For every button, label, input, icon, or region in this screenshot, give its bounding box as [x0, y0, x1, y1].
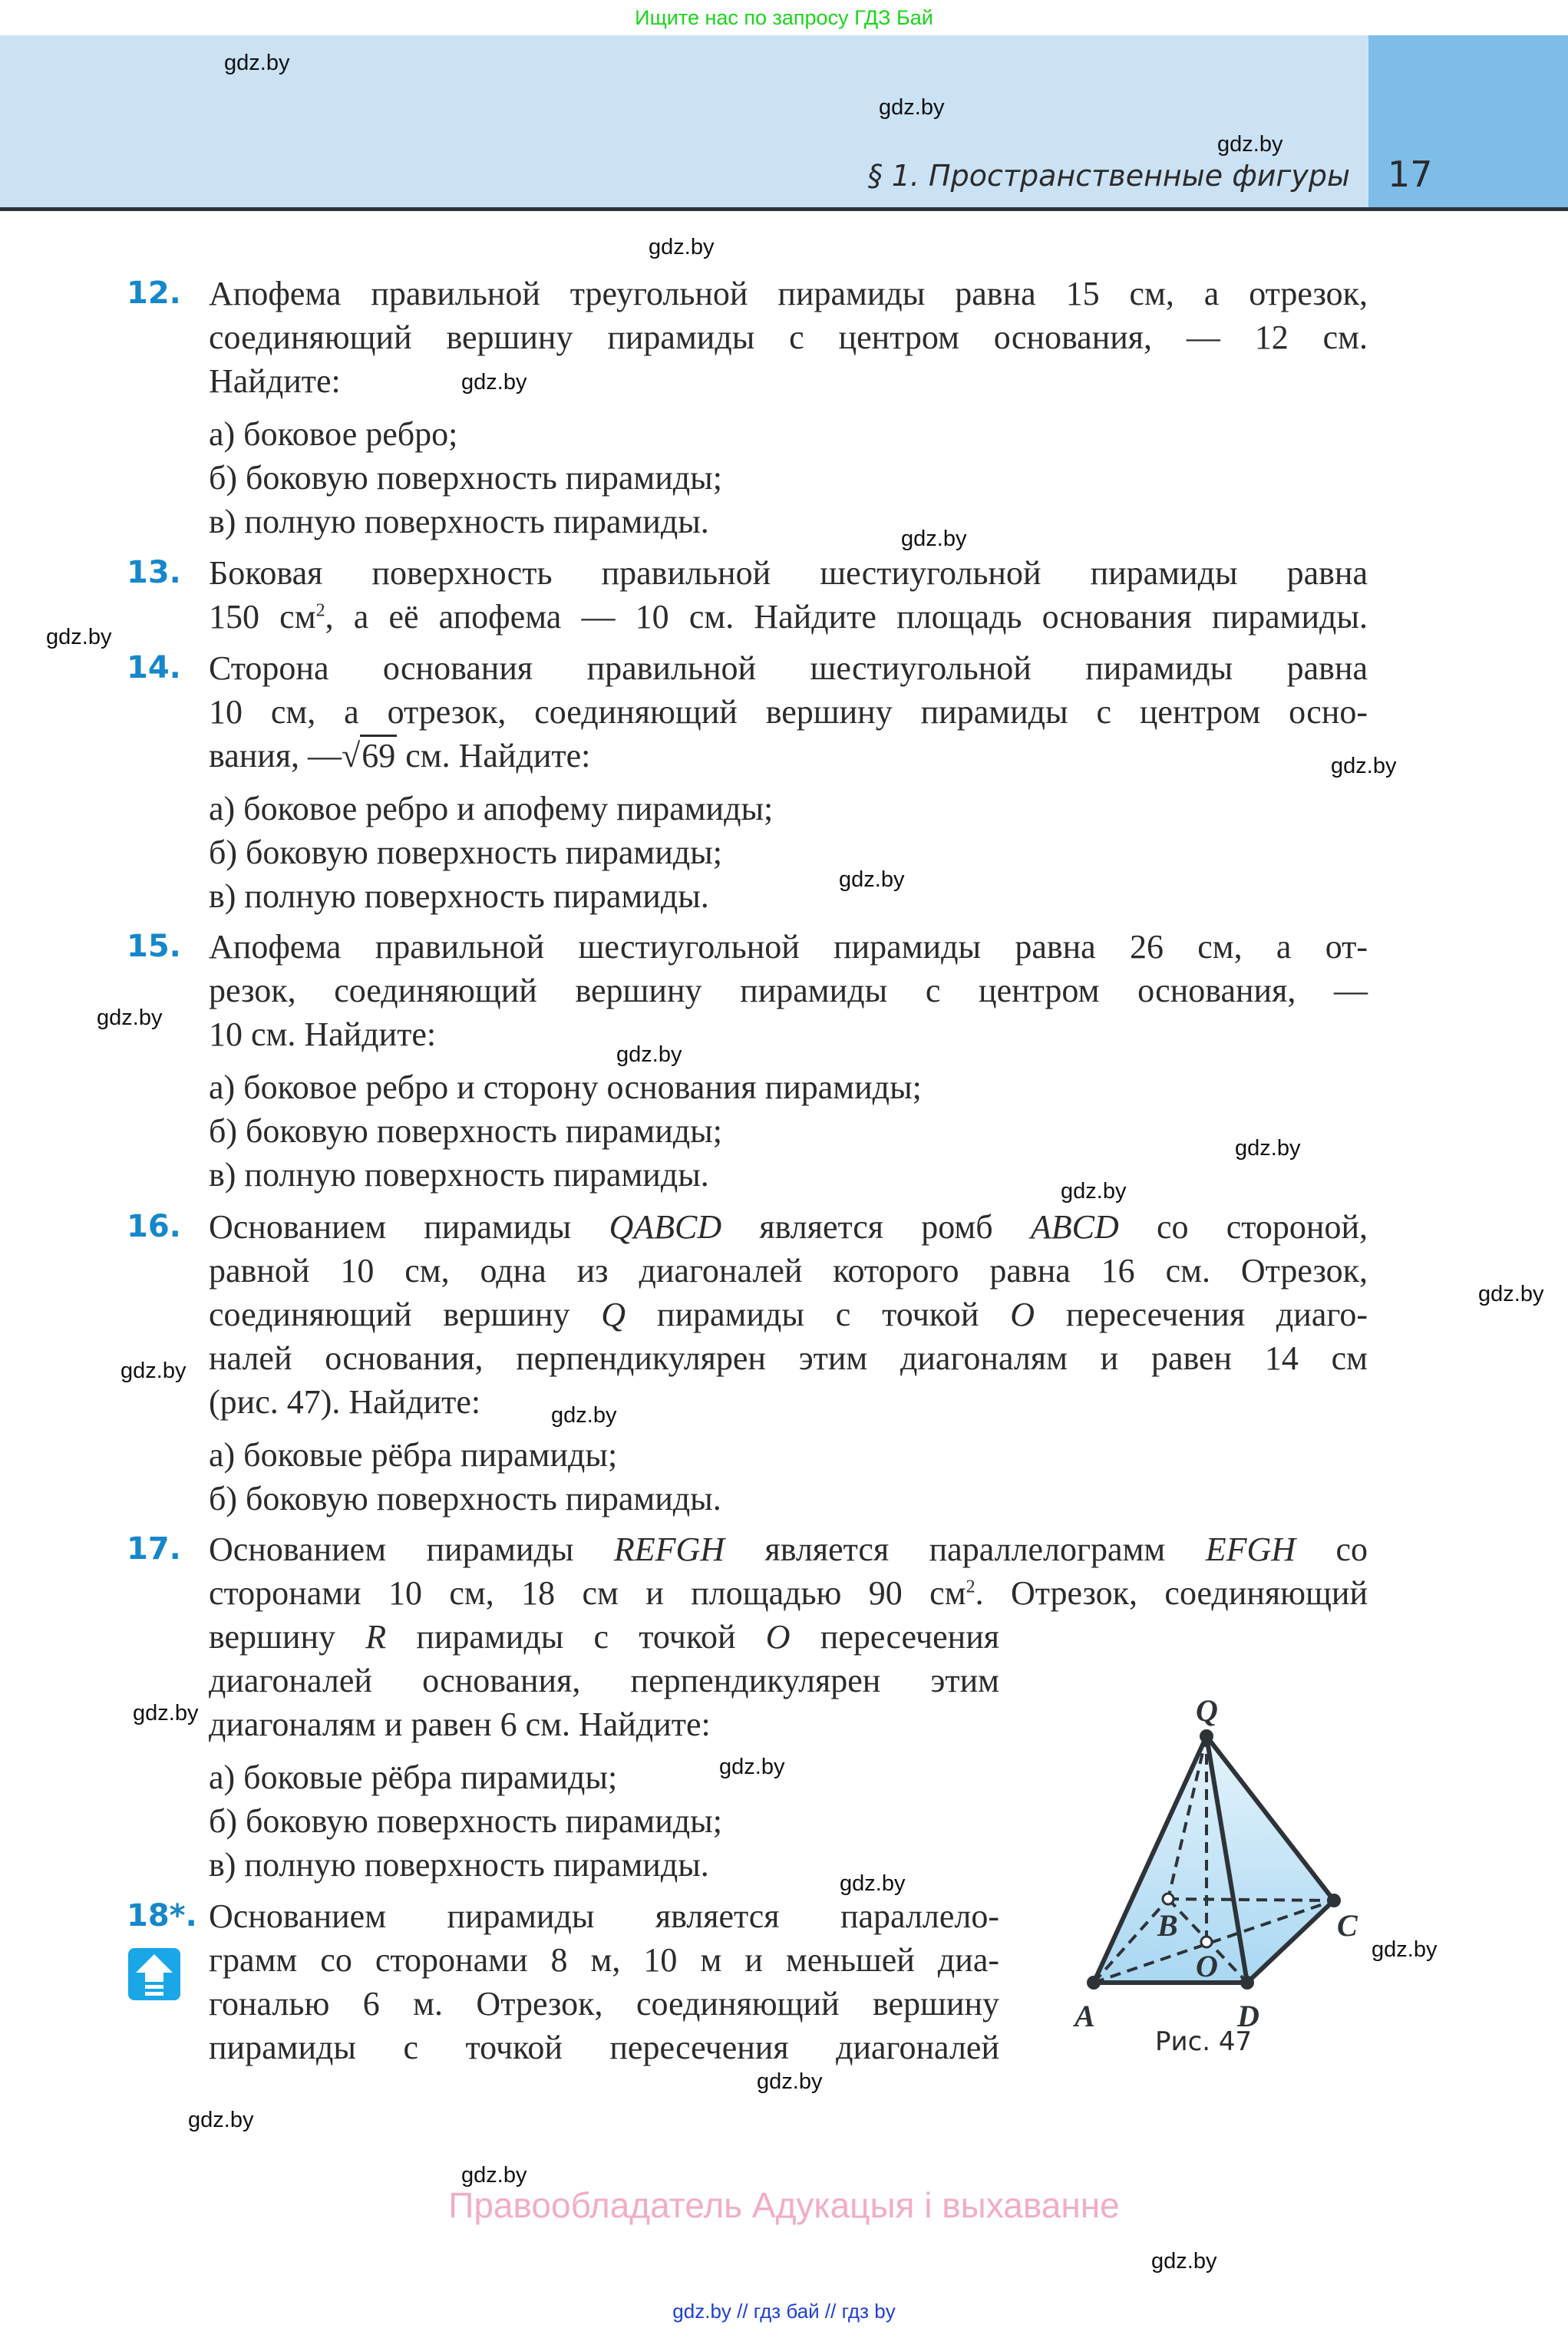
problem-line: [209, 1527, 1368, 1571]
subquestion-a: а) боковые рёбра пирамиды;: [209, 1436, 618, 1474]
problem-line: [209, 595, 1368, 639]
subquestion-a: а) боковое ребро и апофему пирамиды;: [209, 790, 774, 827]
text-fragment: пирамиды с точкой: [626, 1296, 1011, 1333]
subquestion-c: в) полную поверхность пирамиды.: [209, 503, 709, 540]
vertex-label-b: B: [1157, 1908, 1178, 1943]
problem-text: [209, 272, 1368, 543]
watermark: gdz.by: [616, 1042, 682, 1067]
watermark: gdz.by: [901, 527, 967, 551]
problem-line: 10 см, а отрезок, соединяющий вершину пирамиды с центром осно-: [209, 693, 1368, 731]
watermark: gdz.by: [551, 1403, 617, 1428]
text-fragment: со: [1296, 1531, 1368, 1568]
watermark: gdz.by: [1235, 1136, 1301, 1161]
problem-number: 18*.: [127, 1898, 197, 1933]
subquestion-a: а) боковое ребро и сторону основания пирамиды;: [209, 1068, 922, 1106]
text-fragment: сторонами 10 см, 18 см и площадью 90 см: [209, 1574, 966, 1612]
watermark: gdz.by: [133, 1701, 199, 1725]
watermark: gdz.by: [461, 370, 527, 395]
problem-line: Основанием пирамиды является параллело-: [209, 1897, 999, 1935]
text-fragment: , а её апофема — 10 см. Найдите площадь основания пирамиды.: [325, 598, 1368, 636]
watermark: gdz.by: [188, 2108, 254, 2132]
problem-number: 12.: [127, 276, 181, 311]
subquestion-b: б) боковую поверхность пирамиды;: [209, 1802, 722, 1840]
subquestion-b: б) боковую поверхность пирамиды;: [209, 1112, 722, 1150]
text-fragment: соединяющий вершину: [209, 1296, 602, 1333]
problem-line: [209, 1205, 1368, 1249]
problem-line: Апофема правильной шестиугольной пирамиды равна 26 см, а от-: [209, 928, 1368, 966]
watermark: gdz.by: [649, 235, 715, 259]
vertex-label-q: Q: [1196, 1693, 1218, 1728]
problem-number: 17.: [127, 1531, 181, 1567]
problem-number: 14.: [127, 650, 181, 685]
math-var: O: [765, 1618, 791, 1656]
section-title: § 1. Пространственные фигуры: [867, 159, 1350, 193]
figure-caption: Рис. 47: [1155, 2026, 1253, 2057]
problem-line: Найдите:: [209, 362, 341, 400]
watermark: gdz.by: [97, 1006, 163, 1030]
problem-line: соединяющий вершину пирамиды с центром основания, — 12 см.: [209, 319, 1368, 356]
problem-number: 15.: [127, 929, 181, 964]
footer-links[interactable]: gdz.by // гдз бай // гдз by: [672, 2300, 896, 2323]
math-var: ABCD: [1030, 1208, 1119, 1246]
text-fragment: вания, —: [209, 737, 342, 774]
problem-line: пирамиды с точкой пересечения диагоналей: [209, 2029, 999, 2066]
text-fragment: со стороной,: [1118, 1208, 1368, 1246]
vertex-label-c: C: [1337, 1908, 1358, 1943]
watermark: gdz.by: [461, 2163, 527, 2188]
problem-line: резок, соединяющий вершину пирамиды с центром основания, —: [209, 972, 1368, 1009]
problem-line: Боковая поверхность правильной шестиугольной пирамиды равна: [209, 554, 1368, 592]
problem-line: диагоналям и равен 6 см. Найдите:: [209, 1706, 711, 1743]
math-var: EFGH: [1205, 1531, 1296, 1568]
header-divider: [0, 207, 1568, 211]
subquestion-c: в) полную поверхность пирамиды.: [209, 1846, 709, 1884]
watermark: gdz.by: [839, 867, 905, 892]
problem-number: 16.: [127, 1209, 181, 1244]
problem-line: грамм со сторонами 8 м, 10 м и меньшей диа-: [209, 1941, 999, 1979]
vertex-label-o: O: [1196, 1949, 1218, 1983]
watermark: gdz.by: [120, 1359, 187, 1383]
radical-sign: √: [342, 737, 361, 774]
watermark: gdz.by: [719, 1755, 785, 1779]
problem-line: 10 см. Найдите:: [209, 1015, 437, 1053]
radicand: 69: [360, 735, 397, 774]
level-up-icon: [128, 1948, 180, 2000]
vertex-label-a: A: [1074, 1999, 1095, 2033]
problem-line: Сторона основания правильной шестиугольной пирамиды равна: [209, 649, 1368, 687]
problem-line: [209, 1571, 1368, 1615]
problem-text: [209, 551, 1368, 639]
problem-line: Апофема правильной треугольной пирамиды равна 15 см, а отрезок,: [209, 275, 1368, 312]
text-fragment: является параллелограмм: [725, 1531, 1206, 1568]
watermark: gdz.by: [1478, 1282, 1544, 1306]
problem-line: [209, 1293, 1368, 1336]
watermark: gdz.by: [757, 2069, 823, 2094]
problem-line: равной 10 см, одна из диагоналей которого равна 16 см. Отрезок,: [209, 1252, 1368, 1290]
problem-line: [209, 1615, 999, 1659]
math-var: Q: [601, 1296, 626, 1333]
superscript: 2: [315, 600, 325, 621]
problem-line: диагоналей основания, перпендикулярен этим: [209, 1662, 999, 1699]
text-fragment: пирамиды с точкой: [386, 1618, 766, 1656]
subquestion-c: в) полную поверхность пирамиды.: [209, 877, 709, 915]
watermark: gdz.by: [1151, 2249, 1217, 2274]
text-fragment: Основанием пирамиды: [209, 1208, 609, 1246]
watermark: gdz.by: [1217, 132, 1283, 157]
watermark: gdz.by: [1372, 1937, 1438, 1962]
text-fragment: пересечения диаго-: [1035, 1296, 1368, 1333]
math-var: O: [1010, 1296, 1035, 1333]
problem-line: [209, 734, 1368, 778]
problem-text: [209, 925, 1368, 1197]
text-fragment: 150 см: [209, 598, 316, 636]
subquestion-b: б) боковую поверхность пирамиды;: [209, 834, 722, 871]
superscript: 2: [966, 1577, 975, 1597]
square-root: [342, 734, 397, 778]
problem-line: гональю 6 м. Отрезок, соединяющий вершину: [209, 1985, 999, 2023]
watermark: gdz.by: [1331, 754, 1397, 778]
problem-text: [209, 1894, 999, 2069]
pyramid-figure: [1059, 1689, 1443, 2072]
vertex-label-d: D: [1237, 1999, 1259, 2033]
problem-line: (рис. 47). Найдите:: [209, 1383, 481, 1421]
watermark: gdz.by: [46, 625, 112, 649]
math-var: REFGH: [613, 1531, 725, 1568]
watermark: gdz.by: [879, 95, 945, 120]
watermark: gdz.by: [840, 1871, 906, 1896]
text-fragment: вершину: [209, 1618, 366, 1656]
text-fragment: Основанием пирамиды: [209, 1531, 614, 1568]
watermark: gdz.by: [1061, 1179, 1127, 1204]
text-fragment: см. Найдите:: [397, 737, 591, 774]
text-fragment: . Отрезок, соединяющий: [975, 1574, 1368, 1612]
subquestion-a: а) боковое ребро;: [209, 415, 458, 453]
problem-line: налей основания, перпендикулярен этим диагоналям и равен 14 см: [209, 1339, 1368, 1377]
subquestion-c: в) полную поверхность пирамиды.: [209, 1156, 709, 1194]
search-banner: Ищите нас по запросу ГДЗ Бай: [635, 6, 933, 29]
subquestion-b: б) боковую поверхность пирамиды;: [209, 459, 722, 497]
page-number: 17: [1388, 154, 1433, 195]
problem-number: 13.: [127, 555, 181, 590]
text-fragment: пересечения: [790, 1618, 999, 1656]
copyright-owner: Правообладатель Адукацыя і выхаванне: [448, 2185, 1120, 2225]
problem-text: [209, 1205, 1368, 1521]
math-var: QABCD: [609, 1208, 722, 1246]
math-var: R: [365, 1618, 387, 1656]
subquestion-a: а) боковые рёбра пирамиды;: [209, 1758, 618, 1796]
problem-text: [209, 646, 1368, 918]
watermark: gdz.by: [224, 51, 290, 75]
text-fragment: является ромб: [721, 1208, 1031, 1246]
subquestion-b: б) боковую поверхность пирамиды.: [209, 1480, 721, 1517]
